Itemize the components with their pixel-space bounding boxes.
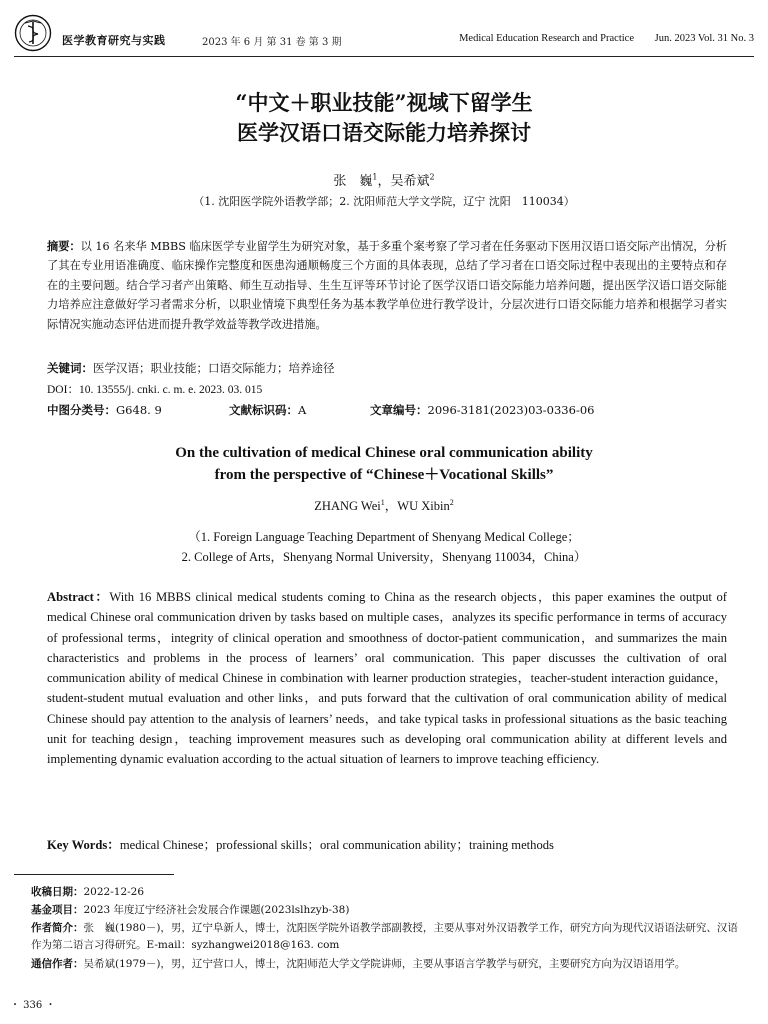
keywords-cn-label: 关键词：	[47, 361, 93, 375]
title-en-line1: On the cultivation of medical Chinese oral communication ability	[175, 445, 593, 461]
affiliation-cn: （1. 沈阳医学院外语教学部；2. 沈阳师范大学文学院，辽宁 沈阳 110034）	[193, 195, 575, 208]
journal-name-en: Medical Education Research and Practice	[459, 33, 634, 44]
author-1-en-sup: 1	[380, 497, 385, 507]
received-date: 2022-12-26	[83, 886, 145, 898]
doi: DOI：10. 13555/j. cnki. c. m. e. 2023. 03. 015	[47, 384, 263, 396]
keywords-cn-text: 医学汉语；职业技能；口语交际能力；培养途径	[93, 361, 335, 375]
authors-en	[0, 496, 768, 514]
received-label: 收稿日期：	[31, 886, 84, 898]
keywords-en-text: medical Chinese；professional skills；oral communication ability；training methods	[119, 838, 554, 852]
corr-label: 通信作者：	[31, 958, 84, 970]
author-2-en-sup: 2	[449, 497, 454, 507]
abstract-en-label: Abstract：	[47, 590, 110, 604]
journal-name-cn: 医学教育研究与实践	[62, 34, 166, 47]
bio-text: 张 巍(1980－)，男，辽宁阜新人，博士，沈阳医学院外语教学部副教授，主要从事对外汉语教学工作，研究方向为现代汉语语法研究、汉语作为第二语言习得研究。E-mail：syzhangwei2018@163. com	[31, 922, 738, 951]
footnote-corresponding	[31, 956, 743, 973]
clc-value: G648. 9	[116, 403, 162, 417]
author-1-en: ZHANG Wei	[314, 499, 381, 513]
doc-code-field	[229, 402, 306, 418]
classification-row	[47, 402, 727, 418]
footnote-fund	[31, 902, 743, 919]
affiliation-en-line2: 2. College of Arts，Shenyang Normal University，Shenyang 110034，China）	[181, 550, 587, 564]
fund-label: 基金项目：	[31, 904, 84, 916]
title-cn-line2: 医学汉语口语交际能力培养探讨	[237, 120, 531, 145]
clc-field	[47, 403, 162, 417]
title-cn-line1: “中文＋职业技能”视域下留学生	[235, 90, 533, 115]
author-1-cn: 张 巍	[333, 174, 373, 189]
keywords-cn	[47, 360, 335, 376]
keywords-en	[47, 834, 727, 853]
corr-text: 吴希斌(1979－)，男，辽宁营口人，博士，沈阳师范大学文学院讲师，主要从事语言学教学与研究，主要研究方向为汉语语用学。	[83, 958, 686, 970]
doc-code-value: A	[298, 403, 307, 417]
article-number-field	[370, 402, 594, 418]
footnote-divider	[14, 874, 174, 875]
doc-code-label: 文献标识码：	[229, 403, 298, 417]
page-number: ・ 336 ・	[10, 1000, 56, 1011]
footnote-received	[31, 884, 743, 901]
abstract-cn	[47, 237, 727, 334]
title-en-line2: from the perspective of “Chinese＋Vocational Skills”	[214, 467, 554, 483]
authors-cn	[0, 170, 768, 189]
abstract-en-text: With 16 MBBS clinical medical students coming to China as the research objects，this paper examines the output of medical Chinese oral communication driven by tasks based on multiple cases，analyzes its specific performance in terms of accuracy of professional terms，integrity of clinical operation and smoothness of doctor-patient communication，and summarizes the main characteristics and problems in the process of learners’ oral communication. This paper discusses the cultivation of oral communication ability of medical Chinese in combination with learner production strategies，teacher-student interaction guidance，student-student mutual evaluation and other links，and puts forward that the cultivation of oral communication ability of medical Chinese should pay attention to the analysis of learners’ needs，and take typical tasks in professional situations as the basic teaching unit for teaching design，teaching improvement measures such as developing oral communication ability at different levels and implementing dynamic evaluation according to the actual situation of learners to improve teaching efficiency.	[47, 590, 727, 767]
article-number-value: 2096-3181(2023)03-0336-06	[427, 403, 595, 417]
issue-date-cn: 2023 年 6 月 第 31 卷 第 3 期	[202, 37, 342, 48]
footnote-author-bio	[31, 920, 743, 953]
abstract-cn-text: 以 16 名来华 MBBS 临床医学专业留学生为研究对象，基于多重个案考察了学习者在任务驱动下医用汉语口语交际产出情况，分析了其在专业用语准确度、临床操作完整度和医患沟通顺畅度三个方面的具体表现，总结了学习者在口语交际过程中表现出的主要特点和存在的主要问题。结合学习者产出策略、师生互动指导、生生互评等环节讨论了医学汉语口语交际能力培养问题，提出医学汉语口语交际能力培养应注意做好学习者需求分析，以职业情境下典型任务为基本教学单位进行教学设计，分层次进行口语交际能力培养和根据学习者实际情况实施动态评估进而提升教学效益等教学改进措施。	[47, 240, 727, 331]
author-separator: ，	[377, 174, 391, 189]
page-header	[14, 12, 754, 52]
keywords-en-label: Key Words：	[47, 838, 120, 852]
affiliation-en-line1: （1. Foreign Language Teaching Department of Shenyang Medical College；	[188, 530, 580, 544]
author-2-en: WU Xibin	[397, 499, 450, 513]
abstract-en	[47, 587, 727, 770]
fund-text: 2023 年度辽宁经济社会发展合作课题(2023lslhzyb-38)	[83, 904, 350, 916]
journal-logo-icon	[14, 14, 52, 52]
author-en-separator: ，	[384, 499, 398, 513]
article-number-label: 文章编号：	[370, 403, 428, 417]
bio-label: 作者简介：	[31, 922, 84, 934]
clc-label: 中图分类号：	[47, 403, 116, 417]
author-2-cn: 吴希斌	[390, 174, 430, 189]
issue-volume-en: Jun. 2023 Vol. 31 No. 3	[654, 33, 754, 44]
abstract-cn-label: 摘要：	[47, 240, 81, 253]
author-2-sup: 2	[429, 172, 435, 182]
author-1-sup: 1	[372, 172, 378, 182]
header-divider	[14, 56, 754, 57]
